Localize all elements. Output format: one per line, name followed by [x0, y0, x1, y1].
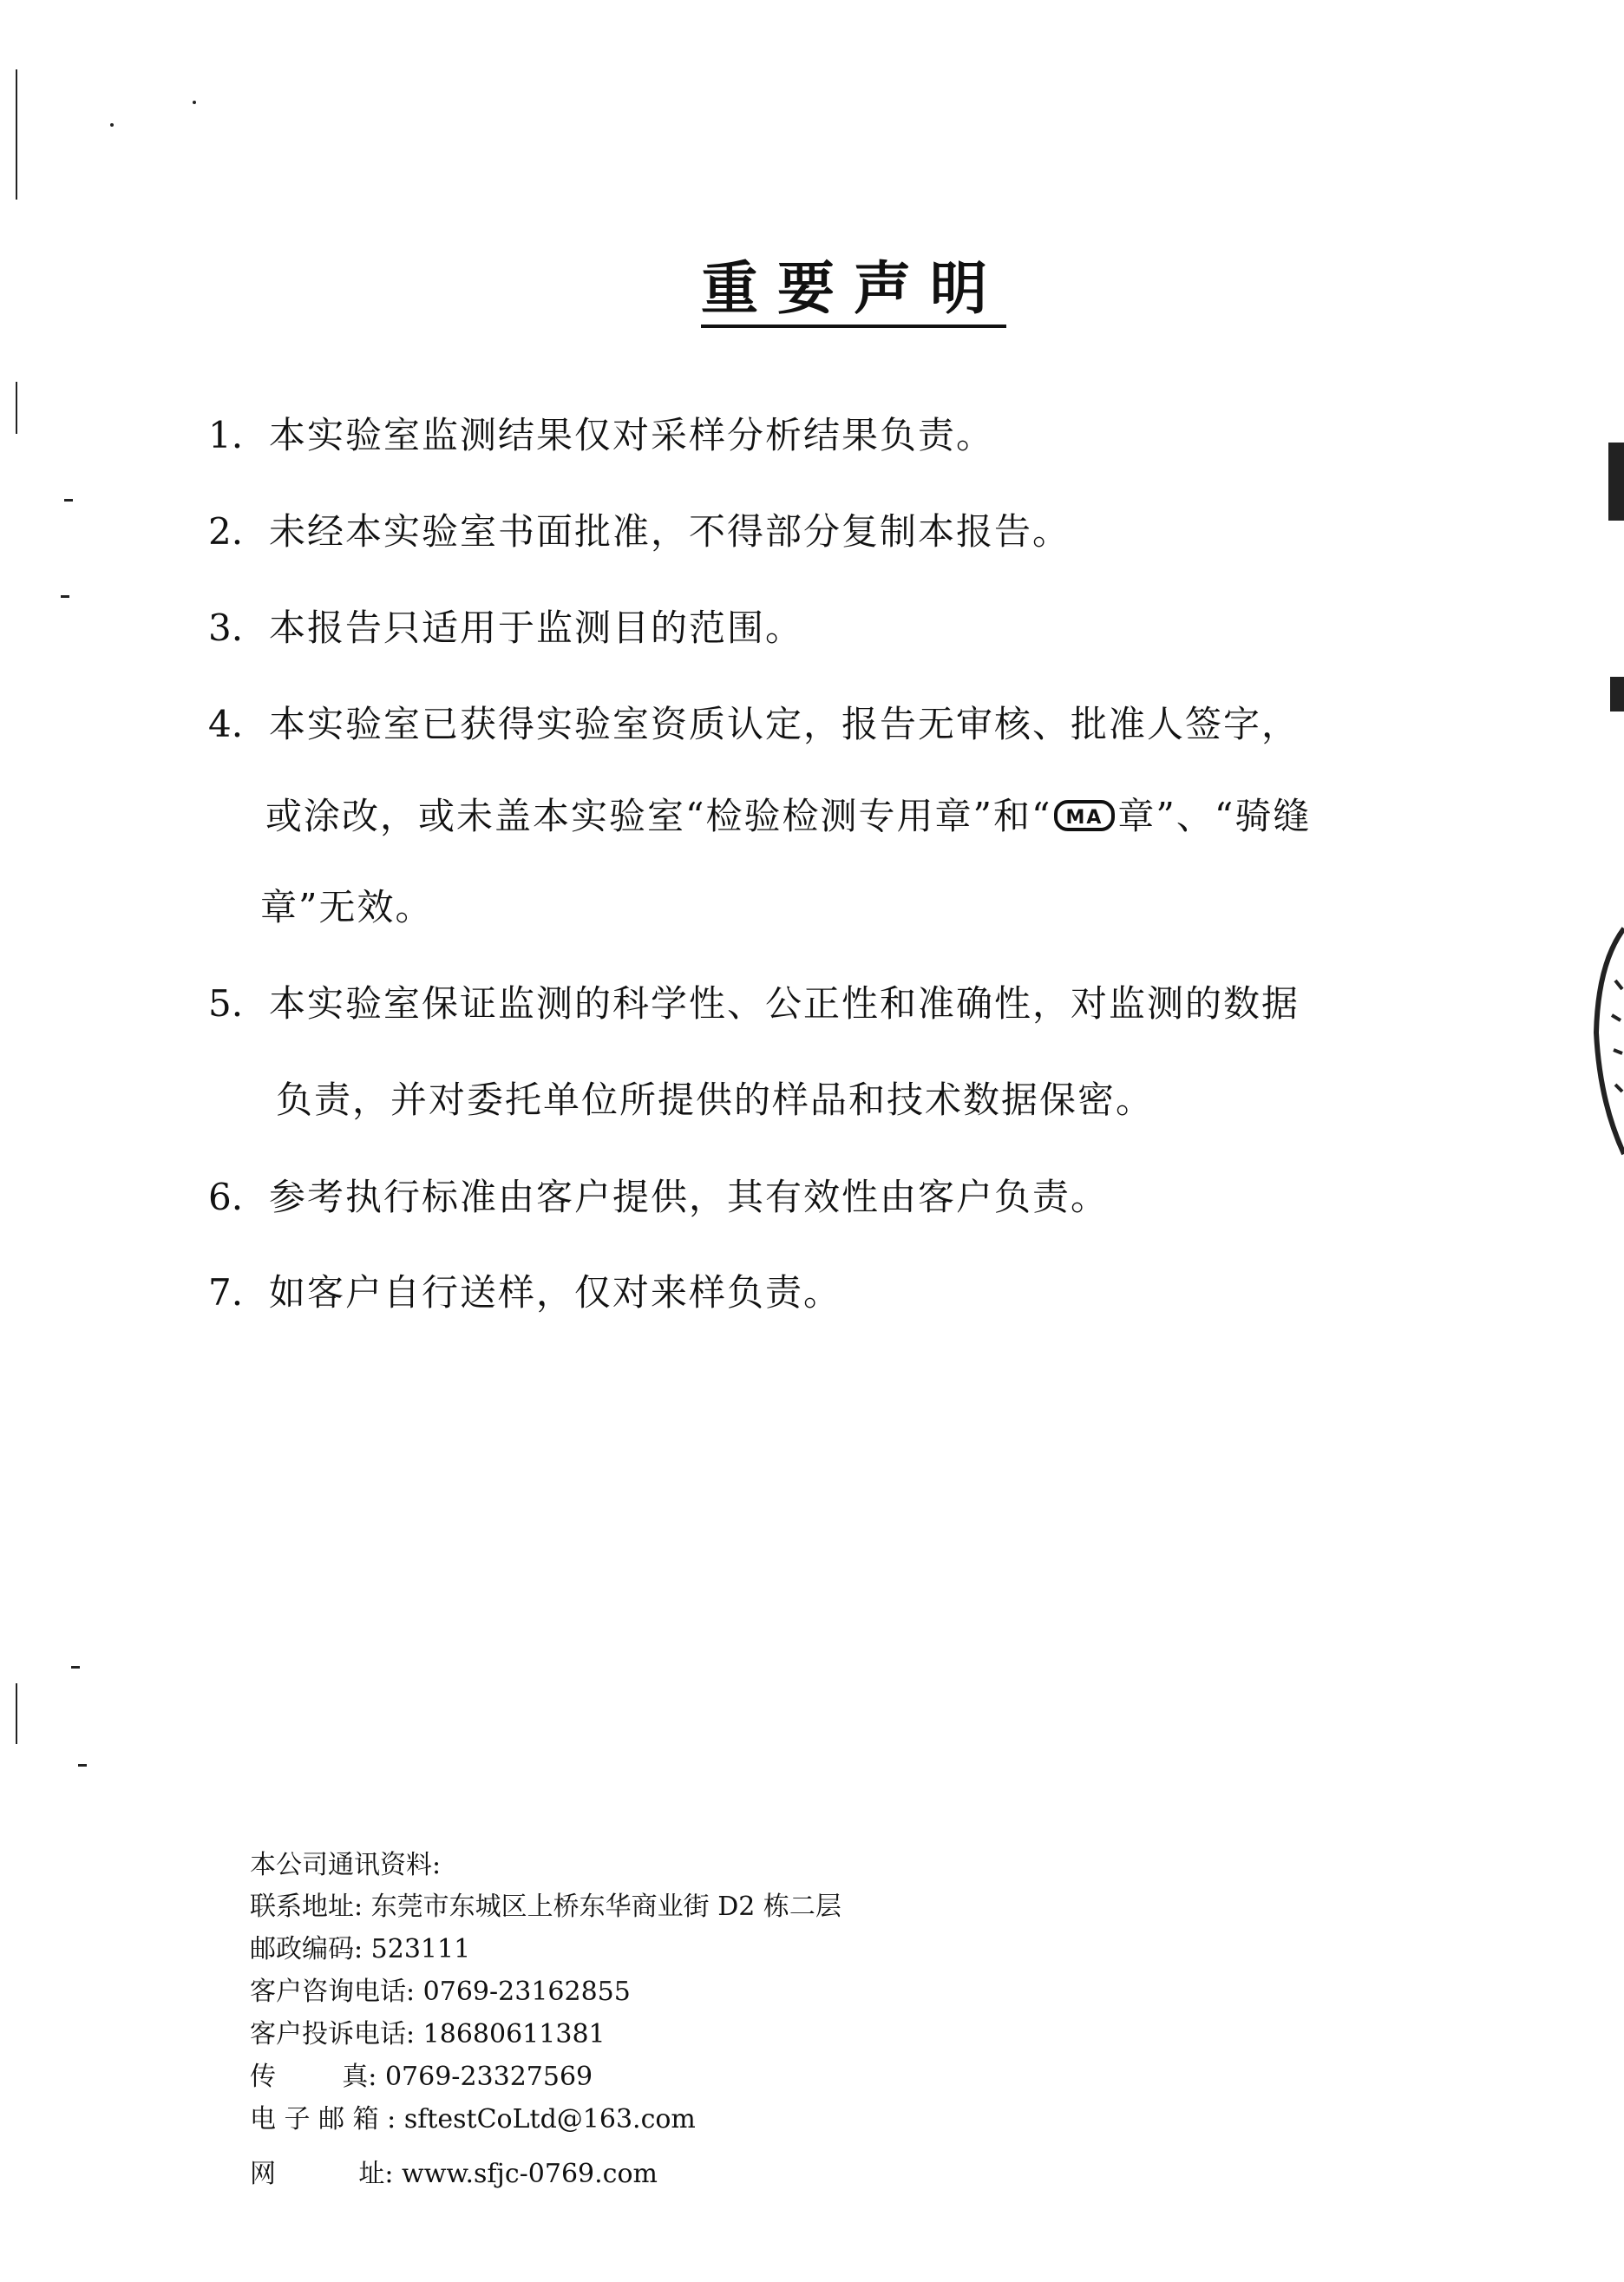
scan-artifact: [16, 1683, 17, 1744]
contact-row-address: [250, 1890, 841, 1925]
scan-artifact: [78, 1764, 87, 1767]
contact-row-email: [250, 2102, 696, 2137]
contact-label: 客户咨询电话:: [250, 1977, 416, 2007]
contact-label: 联系地址:: [250, 1892, 363, 1922]
statement-7-number: 7.: [208, 1271, 244, 1314]
contact-row-complaint-phone: [250, 2017, 606, 2052]
contact-value: www.sfjc-0769.com: [402, 2159, 658, 2189]
statement-5-line-2: 负责，并对委托单位所提供的样品和技术数据保密。: [276, 1079, 1155, 1121]
seam-seal-fragment: [1589, 443, 1624, 1189]
scan-artifact: [16, 69, 17, 200]
statement-2-number: 2.: [208, 510, 244, 553]
contact-row-fax: [250, 2060, 593, 2095]
scan-artifact: [16, 382, 17, 434]
statement-4-line-2-tail: 章”、“骑缝: [1117, 795, 1312, 837]
contact-row-service-phone: [250, 1975, 631, 2010]
statement-3-text: 本报告只适用于监测目的范围。: [269, 607, 804, 649]
statement-5-line-1: 本实验室保证监测的科学性、公正性和准确性，对监测的数据: [269, 982, 1300, 1025]
contact-value: 0769-23162855: [422, 1977, 631, 2007]
statement-4-line-2: [265, 790, 1311, 843]
contact-row-postcode: [250, 1932, 470, 1967]
cma-mark-text: MA: [1065, 807, 1103, 829]
statement-5-number: 5.: [208, 982, 244, 1025]
statement-2-text: 未经本实验室书面批准，不得部分复制本报告。: [269, 510, 1071, 553]
statement-7-text: 如客户自行送样，仅对来样负责。: [269, 1271, 842, 1314]
scan-artifact: [64, 499, 73, 502]
contact-value: sftestCoLtd@163.com: [403, 2104, 696, 2134]
cma-mark-icon: [1053, 798, 1116, 833]
contact-value: 东莞市东城区上桥东华商业街 D2 栋二层: [370, 1892, 841, 1922]
statement-1-text: 本实验室监测结果仅对采样分析结果负责。: [269, 414, 995, 456]
contact-row-website: [250, 2157, 658, 2192]
scan-artifact: [193, 101, 196, 104]
statement-4-line-3: 章”无效。: [260, 886, 434, 928]
contact-label: 客户投诉电话:: [250, 2019, 416, 2049]
contact-value: 523111: [370, 1934, 471, 1964]
page-title: 重要声明: [701, 253, 1006, 328]
contact-heading: 本公司通讯资料:: [250, 1850, 442, 1880]
contact-label: 传 真:: [250, 2062, 377, 2092]
contact-label: 电 子 邮 箱 :: [250, 2104, 396, 2134]
scan-artifact: [110, 123, 114, 127]
statement-1-number: 1.: [208, 414, 244, 456]
statement-3-number: 3.: [208, 607, 244, 649]
contact-value: 0769-23327569: [384, 2062, 593, 2092]
contact-value: 18680611381: [422, 2019, 606, 2049]
statement-6-text: 参考执行标准由客户提供，其有效性由客户负责。: [269, 1176, 1110, 1218]
statement-6-number: 6.: [208, 1176, 244, 1218]
scan-artifact: [61, 595, 69, 598]
statement-4-number: 4.: [208, 703, 244, 745]
statement-4-line-1: 本实验室已获得实验室资质认定，报告无审核、批准人签字，: [269, 703, 1300, 745]
statement-4-line-2-text: 或涂改，或未盖本实验室“检验检测专用章”和“: [265, 795, 1052, 837]
scan-artifact: [71, 1666, 80, 1669]
contact-label: 邮政编码:: [250, 1934, 363, 1964]
contact-label: 网 址:: [250, 2159, 394, 2189]
